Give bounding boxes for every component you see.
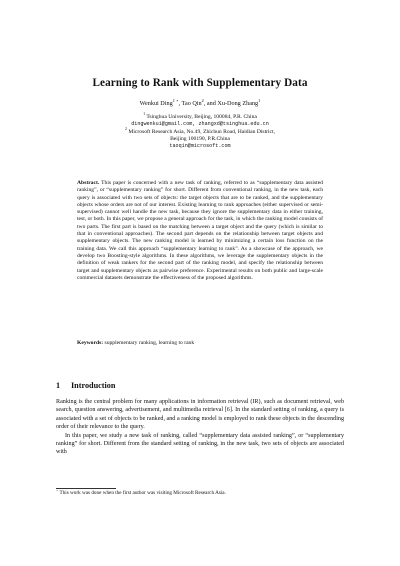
- section-title: Introduction: [71, 381, 116, 390]
- footnote-mark: ⋆: [56, 488, 59, 493]
- body-paragraph: In this paper, we study a new task of ranking, called “supplementary data assisted ranking”, or “supplementary ranking” for short. Different from the standard setting of ranking, in the new task, two sets of objects are associated with: [56, 432, 344, 456]
- author-separator: , and: [203, 100, 218, 107]
- affiliation-mark: 2: [124, 126, 127, 131]
- author-name: Xu-Dong Zhang: [217, 100, 259, 107]
- keywords-label: Keywords:: [77, 340, 104, 346]
- affiliation-email: taoqin@microsoft.com: [169, 143, 231, 150]
- author-affiliation-mark: 2: [201, 97, 204, 103]
- author-line: [0, 97, 400, 107]
- affiliation-2: [60, 126, 340, 136]
- affiliation-text: Tsinghua University, Beijing, 100084, P.R. China: [146, 114, 257, 120]
- affiliation-mark: 1: [143, 112, 146, 117]
- footnote-divider: [56, 488, 116, 489]
- footnote: [56, 490, 344, 497]
- author-name: Wenkui Ding: [139, 100, 173, 107]
- affiliation-text-continued: Beijing 100190, P.R.China: [170, 135, 230, 142]
- author-separator: ,: [178, 100, 182, 107]
- affiliations: [60, 114, 340, 150]
- section-number: 1: [56, 381, 61, 390]
- author-affiliation-mark: 1: [258, 97, 261, 103]
- author-name: Tao Qin: [181, 100, 202, 107]
- affiliation-email: dingwenkui@gmail.com, zhangxd@tsinghua.edu.cn: [131, 121, 269, 128]
- keywords: [77, 340, 323, 347]
- footnote-text: This work was done when the first author was visiting Microsoft Research Asia.: [59, 490, 226, 496]
- abstract: [77, 180, 323, 282]
- affiliation-text: Microsoft Research Asia, No.49, Zhichun Road, Haidian District,: [128, 128, 275, 135]
- author-affiliation-mark: 1 ⋆: [172, 97, 179, 103]
- abstract-label: Abstract.: [77, 180, 100, 186]
- section-body: [56, 398, 344, 457]
- affiliation-1: [60, 114, 340, 121]
- abstract-text: This paper is concerned with a new task of ranking, referred to as “supplementary data assisted ranking”, or “supplementary ranking” for short. Different from conventional ranking, in the new task, each query is associated with two sets of objects: the target objects that are to be ranked, and the supplementary objects whose orders are not of our interest. Existing learning to rank approaches (either supervised or semi-supervised) cannot well handle the new task, because they ignore the supplementary data in either training, test, or both. In this paper, we propose a general approach for the task, in which the ranking model consists of two parts. The first part is based on the matching between a target object and the query (which is similar to that in conventional approaches). The second part depends on the relationship between target objects and supplementary objects. The new ranking model is learned by minimizing a certain loss function on the training data. We call this approach “supplementary learning to rank”. As a showcase of the approach, we develop two Boosting-style algorithms. In these algorithms, we leverage the supplementary objects in the definition of weak rankers for the second part of the ranking model, and specify the relationship between target and supplementary objects as pairwise preference. Experimental results on both public and large-scale commercial datasets demonstrate the effectiveness of the proposed algorithms.: [77, 180, 323, 281]
- keywords-text: supplementary ranking, learning to rank: [104, 340, 195, 346]
- section-heading: [56, 381, 115, 390]
- body-paragraph: Ranking is the central problem for many applications in information retrieval (IR), such as document retrieval, web search, question answering, advertisement, and multimedia retrieval [6]. In the standard setting of ranking, a query is associated with a set of objects to be ranked, and a ranking model is employed to rank these objects in the descending order of their relevance to the query.: [56, 399, 344, 431]
- paper-title: Learning to Rank with Supplementary Data: [92, 77, 308, 89]
